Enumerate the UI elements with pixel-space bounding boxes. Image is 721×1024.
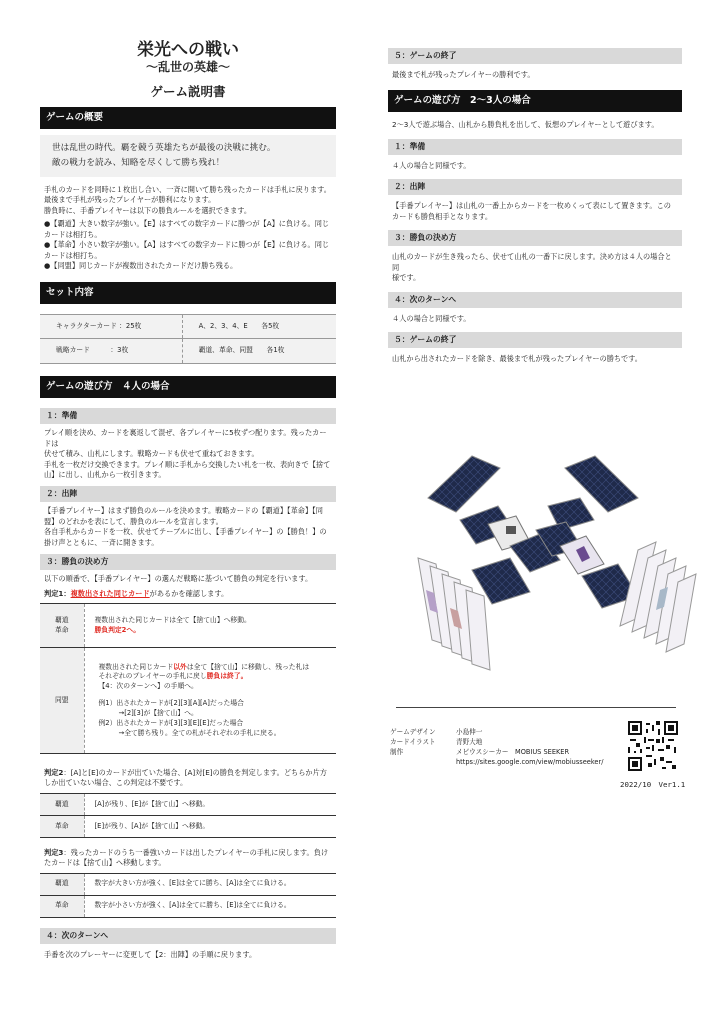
judge-row — [40, 604, 336, 648]
set-item-name: キャラクターカード — [56, 321, 117, 330]
overview-body — [40, 185, 336, 272]
credit-role — [390, 758, 456, 768]
judge-example: 例1）出されたカードが[2][3][A][A]だった場合 — [98, 699, 244, 708]
right-column — [388, 0, 682, 364]
tt-end-body: 山札から出されたカードを除き、最後まで札が残ったプレイヤーの勝ちです。 — [392, 353, 642, 363]
body-line: 山】に出し、山札から一枚引きます。 — [44, 469, 166, 479]
set-item-detail: 覇道、革命、同盟 — [198, 346, 253, 355]
body-line: 伏せて積み、山札にします。戦略カードも伏せて重ねておきます。 — [44, 449, 259, 459]
judge-text: それぞれのプレイヤーの手札に戻し — [98, 672, 207, 681]
credits — [390, 707, 686, 789]
decide-intro: 以下の順番で、【手番プレイヤー】の選んだ戦略に基づいて勝負の判定を行います。 — [44, 574, 313, 584]
tt-decide-heading: ３：勝負の決め方 — [388, 230, 682, 246]
judge-highlight: 勝負は終了。 — [206, 672, 248, 681]
overview-intro — [40, 135, 336, 177]
credit-role: ゲームデザイン — [390, 728, 436, 736]
rule-kakumei: ●【革命】小さい数字が強い。【A】はすべての数字カードに勝つが【E】に負ける。同じ — [44, 240, 330, 250]
body-line: 【手番プレイヤー】は山札の一番上からカードを一枚めくって表にして置きます。この — [392, 201, 671, 211]
body-line: プレイ順を決め、カードを裏返して混ぜ、各プレイヤーに5枚ずつ配ります。残ったカードは — [44, 428, 327, 448]
judge-label: 覇道 — [40, 873, 84, 895]
version-date: 2022/10 Ver1.1 — [620, 780, 686, 789]
judge-text: 複数出された同じカードは全て【捨て山】へ移動。 — [94, 615, 251, 624]
rule-hadou: ●【覇道】大きい数字が強い。【E】はすべての数字カードに勝つが【A】に負ける。同じ — [44, 219, 330, 229]
judge-text: は全て【捨て山】に移動し、残った札は — [186, 662, 310, 671]
judge3-text: ：残ったカードのうち一番強いカードは出したプレイヤーの手札に戻します。負け — [63, 847, 329, 857]
body-line: 勝負時に、手番プレイヤーは以下の勝負ルールを選択できます。 — [44, 205, 252, 215]
four-next-heading: ４：次のターンへ — [40, 928, 336, 944]
judge-example: 例2）出されたカードが[3][3][E][E]だった場合 — [98, 718, 244, 727]
judge-content: [E]が残り、[A]が【捨て山】へ移動。 — [84, 815, 336, 837]
set-item-detail: A、2、3、4、E — [198, 321, 248, 330]
set-item-count: ：3枚 — [110, 346, 129, 355]
credit-name: 小島伸一 — [456, 728, 483, 736]
judge-content: [A]が残り、[E]が【捨て山】へ移動。 — [84, 793, 336, 815]
judge-label: 覇道 — [40, 793, 84, 815]
judge-next: 勝負判定2へ。 — [94, 625, 141, 634]
credit-name: 青野大地 — [456, 737, 483, 746]
body-line: 様です。 — [392, 273, 421, 283]
four-play-body — [40, 506, 336, 548]
two-three-intro: 2〜3人で遊ぶ場合、山札から勝負札を出して、仮想のプレイヤーとして遊びます。 — [392, 120, 659, 130]
set-row — [40, 339, 336, 364]
judge-label: 革命 — [40, 815, 84, 837]
body-line: カードも勝負相手となります。 — [392, 211, 493, 221]
body-line: 手札を一枚だけ交換できます。プレイ順に手札から交換したい札を一枚、表向きで【捨て — [44, 459, 331, 469]
body-line: 掛け声とともに、一斉に開きます。 — [44, 537, 159, 547]
judge-content — [84, 648, 336, 754]
game-title: 栄光への戦い — [137, 40, 239, 60]
rule-doumei: ●【同盟】同じカードが複数出されたカードだけ勝ち残る。 — [44, 261, 238, 271]
judge1-table — [40, 603, 336, 754]
credit-role: 制作 — [390, 747, 404, 756]
rule-hadou-cont: カードは相打ち。 — [44, 229, 102, 239]
body-line: 【手番プレイヤー】はまず勝負のルールを決めます。戦略カードの【覇道】【革命】【同 — [44, 506, 323, 516]
overview-heading: ゲームの概要 — [40, 107, 336, 129]
tt-next-body: ４人の場合と同様です。 — [392, 313, 471, 323]
set-cell — [182, 314, 336, 339]
judge-highlight: 以外 — [173, 662, 187, 671]
left-column — [40, 0, 336, 960]
set-item-detail-count: 各1枚 — [266, 346, 285, 355]
tt-decide-body — [388, 252, 682, 283]
tt-end-heading: ５：ゲームの終了 — [388, 332, 682, 348]
judge-label: 革命 — [40, 895, 84, 917]
four-prep-heading: １：準備 — [40, 408, 336, 424]
judge1-label: 判定1： — [44, 588, 71, 598]
label-hadou: 覇道 — [54, 615, 69, 624]
four-player-heading: ゲームの遊び方 ４人の場合 — [40, 376, 336, 398]
tt-next-heading: ４：次のターンへ — [388, 292, 682, 308]
game-subtitle: 〜乱世の英雄〜 — [145, 60, 230, 75]
four-prep-body — [40, 428, 336, 480]
set-item-count: ：25枚 — [119, 321, 142, 330]
divider — [396, 707, 676, 708]
document-title: ゲーム説明書 — [150, 83, 226, 99]
tt-play-heading: ２：出陣 — [388, 179, 682, 195]
judge2-text: しか出ていない場合、この判定は不要です。 — [44, 778, 188, 788]
judge3-text: たカードは【捨て山】へ移動します。 — [44, 858, 166, 868]
body-line: 手札のカードを同時に１枚出し合い、一斉に開いて勝ち残ったカードは手札に戻ります。 — [44, 185, 331, 195]
set-item-detail-count: 各5枚 — [261, 321, 280, 330]
intro-line: 世は乱世の時代。覇を競う英雄たちが最後の決戦に挑む。 — [52, 142, 276, 153]
judge3-line — [40, 848, 336, 869]
judge-content: 数字が大きい方が強く、[E]は全てに勝ち、[A]は全てに負ける。 — [84, 873, 336, 895]
judge-content — [84, 604, 336, 648]
set-table — [40, 314, 336, 365]
judge-text: 【4：次のターンへ】の手順へ。 — [98, 682, 198, 691]
set-cell — [40, 339, 182, 364]
card-back-top-left — [428, 456, 500, 512]
title-block — [40, 40, 336, 99]
judge3-table — [40, 873, 336, 918]
judge-label: 同盟 — [40, 648, 84, 754]
judge-content: 数字が小さい方が強く、[A]は全てに勝ち、[E]は全てに負ける。 — [84, 895, 336, 917]
judge-label — [40, 604, 84, 648]
judge-row — [40, 873, 336, 895]
set-cell — [182, 339, 336, 364]
credit-url[interactable]: https://sites.google.com/view/mobiusseeker/ — [456, 757, 604, 766]
judge2-line — [40, 768, 336, 789]
judge-example: →[2][3]が【捨て山】へ。 — [118, 708, 198, 717]
label-kakumei: 革命 — [54, 625, 69, 634]
judge-row — [40, 648, 336, 754]
body-line: 各自手札からカードを一枚、伏せてテーブルに出し、【手番プレイヤー】の【勝負！】の — [44, 527, 327, 537]
set-row — [40, 314, 336, 339]
four-end-heading: ５：ゲームの終了 — [388, 48, 682, 64]
credit-name: メビウスシーカー MOBIUS SEEKER — [456, 747, 570, 756]
judge2-table — [40, 793, 336, 838]
intro-line: 敵の戦力を読み、知略を尽くして勝ち残れ！ — [52, 158, 225, 169]
four-decide-heading: ３：勝負の決め方 — [40, 554, 336, 570]
body-line: 山札のカードが生き残ったら、伏せて山札の一番下に戻します。決め方は４人の場合と同 — [392, 252, 672, 272]
cards-photo — [410, 440, 700, 700]
judge-example: →全て勝ち残り。全ての札がそれぞれの手札に戻る。 — [118, 728, 281, 737]
tt-prep-heading: １：準備 — [388, 139, 682, 155]
judge2-text: ：[A]と[E]のカードが出ていた場合、[A]対[E]の勝負を判定します。どちらか片方 — [63, 768, 327, 778]
judge1-text: があるかを確認します。 — [149, 588, 229, 598]
four-end-body: 最後まで札が残ったプレイヤーの勝利です。 — [392, 70, 535, 79]
card-fan-right — [620, 542, 696, 652]
judge2-label: 判定2 — [44, 768, 64, 778]
two-three-heading: ゲームの遊び方 2〜3人の場合 — [388, 90, 682, 112]
four-play-heading: ２：出陣 — [40, 486, 336, 502]
body-line: 最後まで手札が残ったプレイヤーが勝利になります。 — [44, 195, 216, 205]
judge1-highlight: 複数出された同じカード — [70, 588, 150, 598]
set-heading: セット内容 — [40, 282, 336, 304]
judge-row — [40, 793, 336, 815]
body-line: 盟】のどれかを表にして、勝負のルールを宣言します。 — [44, 516, 223, 526]
rule-kakumei-cont: カードは相打ち。 — [44, 250, 102, 260]
set-cell — [40, 314, 182, 339]
judge1-line — [40, 589, 336, 599]
judge-row — [40, 815, 336, 837]
judge-row — [40, 895, 336, 917]
judge-text: 複数出された同じカード — [98, 662, 174, 671]
set-item-name: 戦略カード — [56, 346, 90, 355]
four-next-body: 手番を次のプレーヤーに変更して【2：出陣】の手順に戻ります。 — [44, 949, 257, 959]
credit-role: カードイラスト — [390, 737, 436, 746]
tt-prep-body: ４人の場合と同様です。 — [392, 160, 471, 170]
qr-code-icon[interactable] — [628, 721, 678, 771]
judge3-label: 判定3 — [44, 847, 64, 857]
tt-play-body — [388, 201, 682, 222]
